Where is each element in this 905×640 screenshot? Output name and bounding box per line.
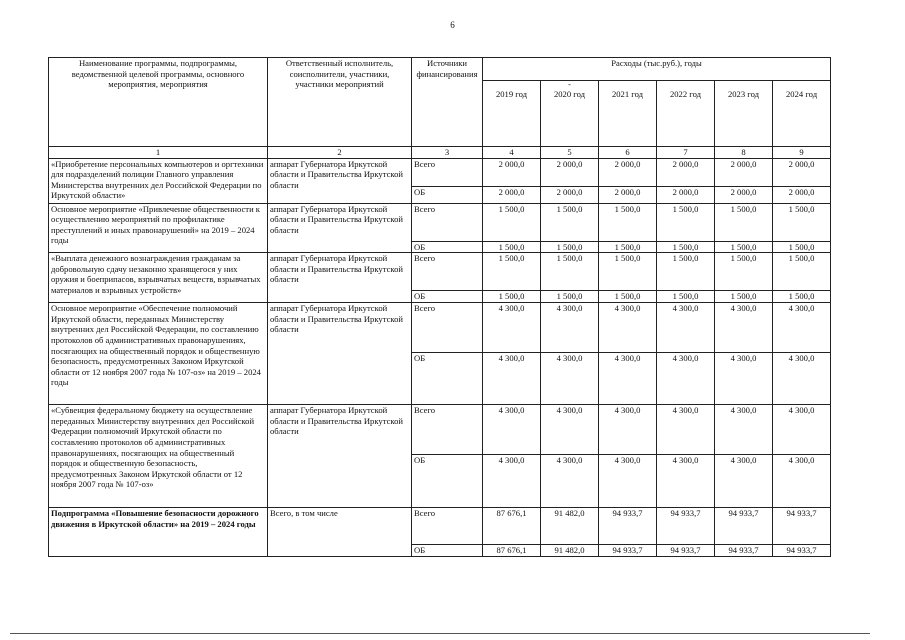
- row-executor: Всего, в том числе: [268, 508, 412, 557]
- value-cell: 2 000,0: [541, 186, 599, 203]
- value-cell: 4 300,0: [715, 303, 773, 353]
- budget-table: [48, 57, 831, 557]
- value-cell: 2 000,0: [599, 186, 657, 203]
- value-cell: 94 933,7: [599, 508, 657, 545]
- value-cell: 1 500,0: [541, 203, 599, 241]
- value-cell: 2 000,0: [773, 158, 831, 186]
- value-cell: 94 933,7: [773, 508, 831, 545]
- row-name: Подпрограмма «Повышение безопасности дорожного движения в Иркутской области» на 2019 – 2024 годы: [49, 508, 268, 557]
- source-cell: ОБ: [412, 455, 483, 508]
- row-executor: аппарат Губернатора Иркутской области и Правительства Иркутской области: [268, 203, 412, 253]
- value-cell: 2 000,0: [773, 186, 831, 203]
- value-cell: 4 300,0: [773, 353, 831, 405]
- value-cell: 94 933,7: [773, 545, 831, 557]
- col-num: 4: [483, 147, 541, 159]
- row-name: «Субвенция федеральному бюджету на осуществление переданных Министерству внутренних дел Российской Федерации полномочий Иркутской области по составлению протоколов об административных правонарушениях, посягающих на общественный порядок и общественную безопасность, предусмотренных Законом Иркутской области от 12 ноября 2007 года № 107-оз»: [49, 405, 268, 508]
- header-year-2021: 2021 год: [599, 81, 657, 147]
- value-cell: 4 300,0: [483, 455, 541, 508]
- source-cell: ОБ: [412, 241, 483, 253]
- col-num: 8: [715, 147, 773, 159]
- value-cell: 1 500,0: [657, 241, 715, 253]
- value-cell: 1 500,0: [773, 203, 831, 241]
- value-cell: 1 500,0: [599, 203, 657, 241]
- header-executor: Ответственный исполнитель, соисполнители, участники, участники мероприятий: [268, 58, 412, 147]
- table-row: [49, 303, 831, 353]
- value-cell: 1 500,0: [773, 241, 831, 253]
- value-cell: 1 500,0: [773, 253, 831, 291]
- source-cell: Всего: [412, 253, 483, 291]
- row-executor: аппарат Губернатора Иркутской области и Правительства Иркутской области: [268, 303, 412, 405]
- source-cell: ОБ: [412, 545, 483, 557]
- value-cell: 94 933,7: [599, 545, 657, 557]
- col-num: 2: [268, 147, 412, 159]
- col-num: 6: [599, 147, 657, 159]
- table-row: [49, 158, 831, 186]
- value-cell: 1 500,0: [715, 203, 773, 241]
- row-name: «Выплата денежного вознаграждения гражданам за добровольную сдачу незаконно хранящегося у них оружия и боеприпасов, взрывчатых веществ, взрывчатых материалов и взрывных устройств»: [49, 253, 268, 303]
- value-cell: 4 300,0: [657, 405, 715, 455]
- page-bottom-rule: [10, 633, 870, 634]
- value-cell: 2 000,0: [599, 158, 657, 186]
- header-year-2020: - 2020 год: [541, 81, 599, 147]
- header-year-2019: 2019 год: [483, 81, 541, 147]
- value-cell: 4 300,0: [599, 405, 657, 455]
- value-cell: 4 300,0: [715, 455, 773, 508]
- value-cell: 1 500,0: [599, 253, 657, 291]
- value-cell: 1 500,0: [657, 291, 715, 303]
- source-cell: ОБ: [412, 291, 483, 303]
- value-cell: 1 500,0: [483, 203, 541, 241]
- row-name: Основное мероприятие «Обеспечение полномочий Иркутской области, переданных Министерству внутренних дел Российской Федерации, по составлению протоколов об административных правонарушениях, посягающих на общественный порядок и общественную безопасность, предусмотренных Законом Иркутской области от 12 ноября 2007 года № 107-оз» на 2019 – 2024 годы: [49, 303, 268, 405]
- value-cell: 1 500,0: [483, 291, 541, 303]
- value-cell: 4 300,0: [599, 303, 657, 353]
- value-cell: 1 500,0: [715, 241, 773, 253]
- header-source: Источники финансирования: [412, 58, 483, 147]
- value-cell: 4 300,0: [773, 303, 831, 353]
- col-num: 1: [49, 147, 268, 159]
- value-cell: 1 500,0: [483, 253, 541, 291]
- value-cell: 1 500,0: [657, 203, 715, 241]
- value-cell: 4 300,0: [541, 353, 599, 405]
- value-cell: 94 933,7: [715, 508, 773, 545]
- source-cell: ОБ: [412, 353, 483, 405]
- value-cell: 2 000,0: [657, 158, 715, 186]
- value-cell: 4 300,0: [715, 353, 773, 405]
- col-num: 7: [657, 147, 715, 159]
- value-cell: 2 000,0: [541, 158, 599, 186]
- value-cell: 4 300,0: [483, 303, 541, 353]
- value-cell: 4 300,0: [483, 353, 541, 405]
- value-cell: 91 482,0: [541, 508, 599, 545]
- value-cell: 2 000,0: [715, 186, 773, 203]
- row-executor: аппарат Губернатора Иркутской области и Правительства Иркутской области: [268, 253, 412, 303]
- value-cell: 87 676,1: [483, 545, 541, 557]
- value-cell: 94 933,7: [657, 545, 715, 557]
- value-cell: 4 300,0: [599, 455, 657, 508]
- value-cell: 1 500,0: [715, 291, 773, 303]
- value-cell: 91 482,0: [541, 545, 599, 557]
- row-name: «Приобретение персональных компьютеров и оргтехники для подразделений полиции Главного управления Министерства внутренних дел Российской Федерации по Иркутской области»: [49, 158, 268, 203]
- source-cell: Всего: [412, 303, 483, 353]
- table-row: [49, 253, 831, 291]
- value-cell: 4 300,0: [715, 405, 773, 455]
- header-year-2024: 2024 год: [773, 81, 831, 147]
- value-cell: 1 500,0: [541, 291, 599, 303]
- value-cell: 1 500,0: [773, 291, 831, 303]
- value-cell: 4 300,0: [599, 353, 657, 405]
- header-year-2022: 2022 год: [657, 81, 715, 147]
- header-name: Наименование программы, подпрограммы, ведомственной целевой программы, основного мероприятия, мероприятия: [49, 58, 268, 147]
- value-cell: 2 000,0: [483, 186, 541, 203]
- source-cell: ОБ: [412, 186, 483, 203]
- header-year-2023: 2023 год: [715, 81, 773, 147]
- col-num: 9: [773, 147, 831, 159]
- value-cell: 4 300,0: [541, 303, 599, 353]
- row-name: Основное мероприятие «Привлечение общественности к осуществлению мероприятий по профилактике преступлений и иных правонарушений» на 2019 – 2024 годы: [49, 203, 268, 253]
- value-cell: 4 300,0: [657, 353, 715, 405]
- value-cell: 4 300,0: [541, 405, 599, 455]
- source-cell: Всего: [412, 158, 483, 186]
- header-expenses: Расходы (тыс.руб.), годы: [483, 58, 831, 81]
- value-cell: 1 500,0: [541, 253, 599, 291]
- value-cell: 4 300,0: [657, 455, 715, 508]
- value-cell: 1 500,0: [541, 241, 599, 253]
- col-num: 3: [412, 147, 483, 159]
- table-row: [49, 405, 831, 455]
- table-row: [49, 508, 831, 545]
- value-cell: 94 933,7: [657, 508, 715, 545]
- value-cell: 4 300,0: [483, 405, 541, 455]
- value-cell: 4 300,0: [773, 405, 831, 455]
- source-cell: Всего: [412, 203, 483, 241]
- value-cell: 1 500,0: [483, 241, 541, 253]
- row-executor: аппарат Губернатора Иркутской области и Правительства Иркутской области: [268, 405, 412, 508]
- value-cell: 2 000,0: [657, 186, 715, 203]
- value-cell: 1 500,0: [657, 253, 715, 291]
- value-cell: 4 300,0: [541, 455, 599, 508]
- value-cell: 4 300,0: [773, 455, 831, 508]
- col-num: 5: [541, 147, 599, 159]
- value-cell: 4 300,0: [657, 303, 715, 353]
- table-row: [49, 203, 831, 241]
- source-cell: Всего: [412, 508, 483, 545]
- value-cell: 2 000,0: [483, 158, 541, 186]
- value-cell: 1 500,0: [599, 291, 657, 303]
- value-cell: 94 933,7: [715, 545, 773, 557]
- value-cell: 1 500,0: [599, 241, 657, 253]
- value-cell: 2 000,0: [715, 158, 773, 186]
- row-executor: аппарат Губернатора Иркутской области и Правительства Иркутской области: [268, 158, 412, 203]
- value-cell: 87 676,1: [483, 508, 541, 545]
- source-cell: Всего: [412, 405, 483, 455]
- page-number: 6: [450, 20, 455, 30]
- value-cell: 1 500,0: [715, 253, 773, 291]
- column-number-row: [49, 147, 831, 159]
